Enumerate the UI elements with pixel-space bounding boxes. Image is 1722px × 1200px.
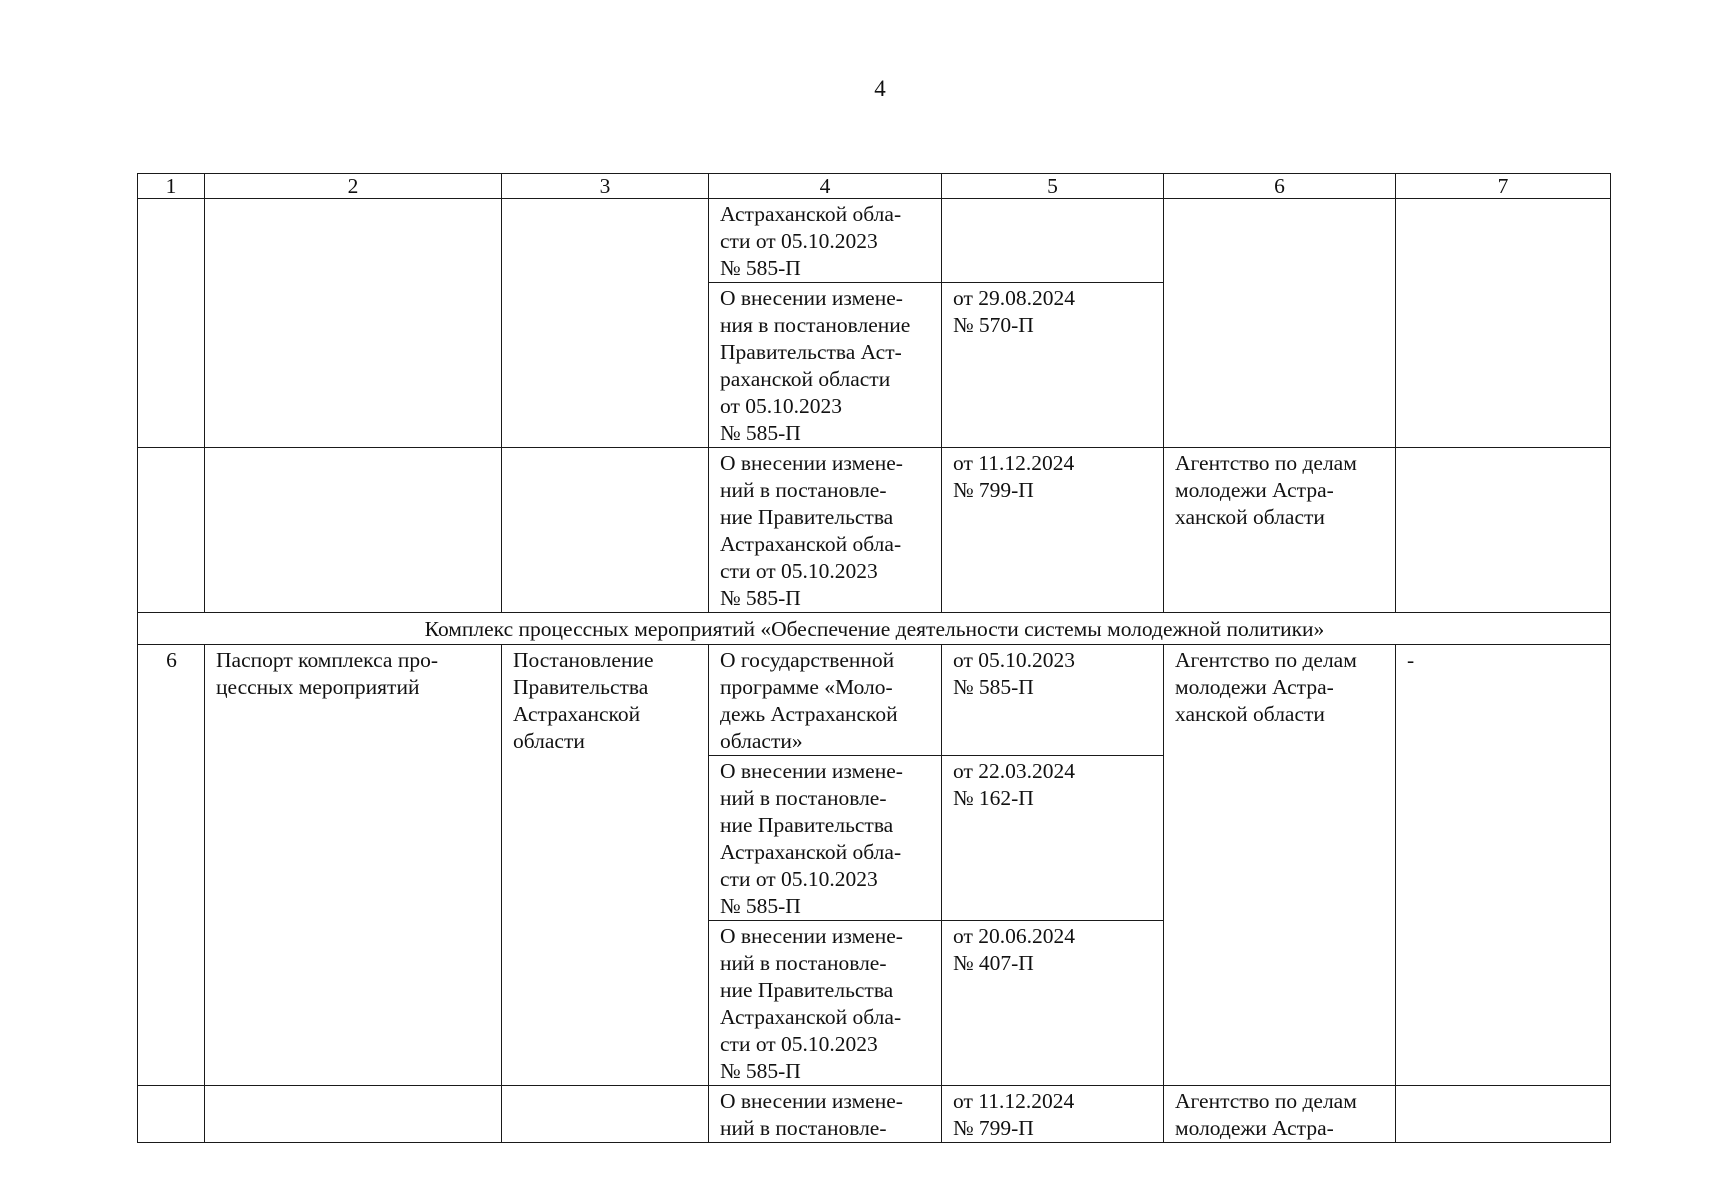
cell-number: 6 — [138, 645, 205, 1086]
column-header-2: 2 — [205, 174, 502, 199]
cell-number — [138, 1086, 205, 1143]
column-header-1: 1 — [138, 174, 205, 199]
page-number: 4 — [874, 76, 886, 101]
cell-act-date — [942, 199, 1164, 283]
cell-note — [1396, 1086, 1611, 1143]
cell-note: - — [1396, 645, 1611, 1086]
table-row — [138, 448, 1611, 613]
cell-act-title: О внесении измене- ний в постановле- ние Правительства Астраханской обла- сти от 05.10.2023 № 585-П — [709, 921, 942, 1086]
cell-document-type — [205, 448, 502, 613]
cell-responsible — [1164, 199, 1396, 448]
column-header-5: 5 — [942, 174, 1164, 199]
cell-document-type — [205, 199, 502, 448]
cell-act-type: Постановление Правительства Астраханской области — [502, 645, 709, 1086]
column-header-6: 6 — [1164, 174, 1396, 199]
section-title: Комплекс процессных мероприятий «Обеспечение деятельности системы молодежной политики» — [138, 613, 1611, 645]
cell-act-date: от 11.12.2024 № 799-П — [942, 448, 1164, 613]
table-row — [138, 1086, 1611, 1143]
cell-act-date: от 05.10.2023 № 585-П — [942, 645, 1164, 756]
cell-responsible: Агентство по делам молодежи Астра- — [1164, 1086, 1396, 1143]
cell-document-type — [205, 1086, 502, 1143]
cell-act-date: от 20.06.2024 № 407-П — [942, 921, 1164, 1086]
cell-responsible: Агентство по делам молодежи Астра- ханской области — [1164, 645, 1396, 1086]
cell-act-date: от 22.03.2024 № 162-П — [942, 756, 1164, 921]
cell-act-date: от 29.08.2024 № 570-П — [942, 283, 1164, 448]
column-header-7: 7 — [1396, 174, 1611, 199]
cell-responsible: Агентство по делам молодежи Астра- ханской области — [1164, 448, 1396, 613]
column-header-4: 4 — [709, 174, 942, 199]
cell-note — [1396, 199, 1611, 448]
cell-document-type: Паспорт комплекса про- цессных мероприятий — [205, 645, 502, 1086]
cell-act-title: Астраханской обла- сти от 05.10.2023 № 585-П — [709, 199, 942, 283]
table-row — [138, 645, 1611, 756]
cell-act-type — [502, 448, 709, 613]
section-row — [138, 613, 1611, 645]
table-row — [138, 199, 1611, 283]
cell-act-title: О внесении измене- ний в постановле- ние Правительства Астраханской обла- сти от 05.10.2023 № 585-П — [709, 448, 942, 613]
cell-act-type — [502, 199, 709, 448]
cell-act-title: О внесении измене- ний в постановле- — [709, 1086, 942, 1143]
column-header-3: 3 — [502, 174, 709, 199]
cell-act-title: О государственной программе «Моло- дежь Астраханской области» — [709, 645, 942, 756]
cell-act-type — [502, 1086, 709, 1143]
cell-number — [138, 448, 205, 613]
cell-act-date: от 11.12.2024 № 799-П — [942, 1086, 1164, 1143]
cell-act-title: О внесении измене- ний в постановле- ние Правительства Астраханской обла- сти от 05.10.2023 № 585-П — [709, 756, 942, 921]
cell-number — [138, 199, 205, 448]
cell-act-title: О внесении измене- ния в постановление Правительства Аст- раханской области от 05.10.2023 № 585-П — [709, 283, 942, 448]
cell-note — [1396, 448, 1611, 613]
header-row — [138, 174, 1611, 199]
document-table — [137, 173, 1611, 1143]
